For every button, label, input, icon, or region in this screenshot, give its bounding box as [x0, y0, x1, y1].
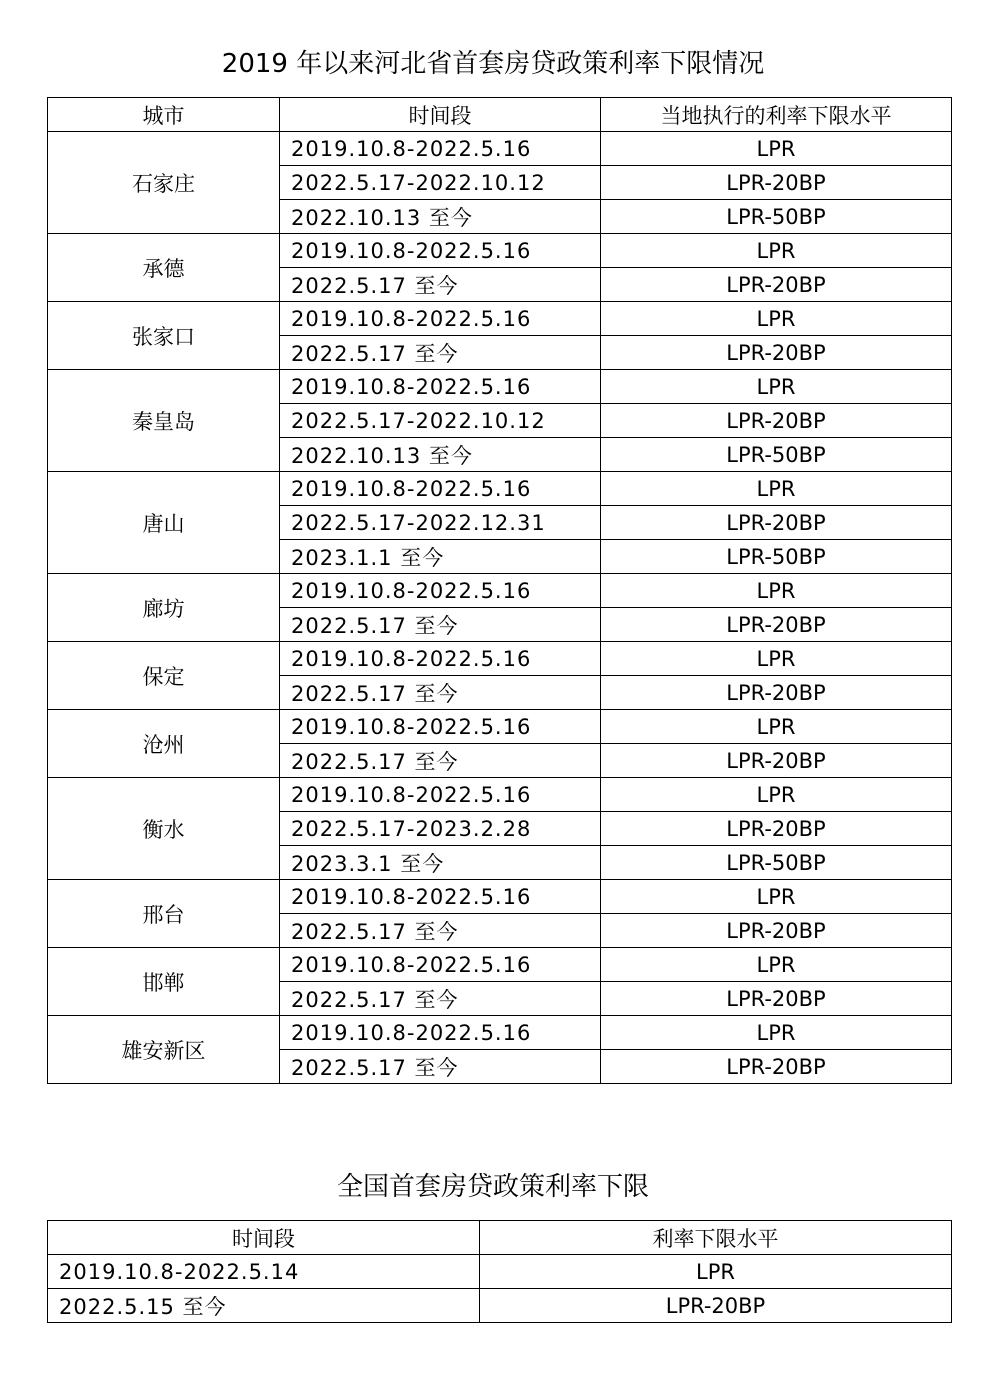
rate-cell: LPR	[601, 778, 952, 812]
period-cell: 2019.10.8-2022.5.16	[280, 778, 601, 812]
table-row	[48, 370, 952, 404]
period-cell: 2022.5.17-2022.12.31	[280, 506, 601, 540]
header-rate: 利率下限水平	[480, 1221, 952, 1255]
city-cell: 廊坊	[48, 574, 280, 642]
table1-title: 2019 年以来河北省首套房贷政策利率下限情况	[221, 49, 765, 79]
rate-cell: LPR-20BP	[601, 676, 952, 710]
table-row	[48, 1289, 952, 1323]
city-cell: 张家口	[48, 302, 280, 370]
rate-cell: LPR-20BP	[601, 336, 952, 370]
table-row	[48, 1255, 952, 1289]
period-cell: 2022.5.17 至今	[280, 608, 601, 642]
city-cell: 沧州	[48, 710, 280, 778]
rate-cell: LPR-20BP	[601, 914, 952, 948]
period-cell: 2022.5.17 至今	[280, 744, 601, 778]
rate-cell: LPR	[601, 234, 952, 268]
period-cell: 2022.5.17-2022.10.12	[280, 404, 601, 438]
period-cell: 2022.5.17 至今	[280, 1050, 601, 1084]
table2-body	[48, 1255, 952, 1323]
rate-cell: LPR	[601, 948, 952, 982]
period-cell: 2023.3.1 至今	[280, 846, 601, 880]
rate-cell: LPR-20BP	[601, 404, 952, 438]
rate-cell: LPR	[601, 574, 952, 608]
header-row	[48, 98, 952, 132]
period-cell: 2019.10.8-2022.5.14	[48, 1255, 480, 1289]
period-cell: 2019.10.8-2022.5.16	[280, 574, 601, 608]
rate-cell: LPR-20BP	[601, 268, 952, 302]
period-cell: 2019.10.8-2022.5.16	[280, 948, 601, 982]
period-cell: 2019.10.8-2022.5.16	[280, 880, 601, 914]
rate-cell: LPR-50BP	[601, 438, 952, 472]
table-row	[48, 642, 952, 676]
period-cell: 2022.5.17 至今	[280, 676, 601, 710]
city-cell: 衡水	[48, 778, 280, 880]
period-cell: 2022.5.17 至今	[280, 982, 601, 1016]
rate-cell: LPR-20BP	[601, 506, 952, 540]
period-cell: 2022.10.13 至今	[280, 200, 601, 234]
rate-cell: LPR	[601, 710, 952, 744]
table-row	[48, 472, 952, 506]
period-cell: 2022.5.17-2023.2.28	[280, 812, 601, 846]
table-row	[48, 1016, 952, 1050]
period-cell: 2023.1.1 至今	[280, 540, 601, 574]
period-cell: 2019.10.8-2022.5.16	[280, 370, 601, 404]
period-cell: 2019.10.8-2022.5.16	[280, 1016, 601, 1050]
header-period: 时间段	[280, 98, 601, 132]
hebei-rate-table	[47, 97, 952, 1084]
table-row	[48, 778, 952, 812]
rate-cell: LPR	[601, 880, 952, 914]
rate-cell: LPR	[601, 370, 952, 404]
rate-cell: LPR-50BP	[601, 540, 952, 574]
period-cell: 2022.5.17 至今	[280, 336, 601, 370]
city-cell: 承德	[48, 234, 280, 302]
period-cell: 2022.5.17 至今	[280, 914, 601, 948]
period-cell: 2019.10.8-2022.5.16	[280, 302, 601, 336]
rate-cell: LPR-20BP	[601, 1050, 952, 1084]
table-row	[48, 948, 952, 982]
table-row	[48, 234, 952, 268]
header-row	[48, 1221, 952, 1255]
table-row	[48, 302, 952, 336]
city-cell: 雄安新区	[48, 1016, 280, 1084]
period-cell: 2019.10.8-2022.5.16	[280, 472, 601, 506]
header-rate: 当地执行的利率下限水平	[601, 98, 952, 132]
table-row	[48, 710, 952, 744]
rate-cell: LPR	[601, 132, 952, 166]
period-cell: 2022.5.17-2022.10.12	[280, 166, 601, 200]
period-cell: 2022.5.17 至今	[280, 268, 601, 302]
city-cell: 秦皇岛	[48, 370, 280, 472]
city-cell: 保定	[48, 642, 280, 710]
city-cell: 邯郸	[48, 948, 280, 1016]
table1-body	[48, 132, 952, 1084]
rate-cell: LPR-20BP	[601, 166, 952, 200]
city-cell: 唐山	[48, 472, 280, 574]
period-cell: 2019.10.8-2022.5.16	[280, 710, 601, 744]
period-cell: 2022.10.13 至今	[280, 438, 601, 472]
rate-cell: LPR-20BP	[601, 982, 952, 1016]
rate-cell: LPR-20BP	[601, 812, 952, 846]
rate-cell: LPR-20BP	[601, 608, 952, 642]
city-cell: 石家庄	[48, 132, 280, 234]
rate-cell: LPR	[601, 472, 952, 506]
header-period: 时间段	[48, 1221, 480, 1255]
header-city: 城市	[48, 98, 280, 132]
rate-cell: LPR	[601, 642, 952, 676]
rate-cell: LPR-50BP	[601, 846, 952, 880]
city-cell: 邢台	[48, 880, 280, 948]
rate-cell: LPR	[601, 1016, 952, 1050]
period-cell: 2019.10.8-2022.5.16	[280, 642, 601, 676]
rate-cell: LPR-20BP	[601, 744, 952, 778]
rate-cell: LPR-20BP	[480, 1289, 952, 1323]
national-rate-table	[47, 1220, 952, 1323]
rate-cell: LPR	[601, 302, 952, 336]
table-row	[48, 880, 952, 914]
table-row	[48, 574, 952, 608]
rate-cell: LPR-50BP	[601, 200, 952, 234]
table2-title: 全国首套房贷政策利率下限	[336, 1172, 649, 1202]
table-row	[48, 132, 952, 166]
period-cell: 2022.5.15 至今	[48, 1289, 480, 1323]
period-cell: 2019.10.8-2022.5.16	[280, 234, 601, 268]
period-cell: 2019.10.8-2022.5.16	[280, 132, 601, 166]
rate-cell: LPR	[480, 1255, 952, 1289]
